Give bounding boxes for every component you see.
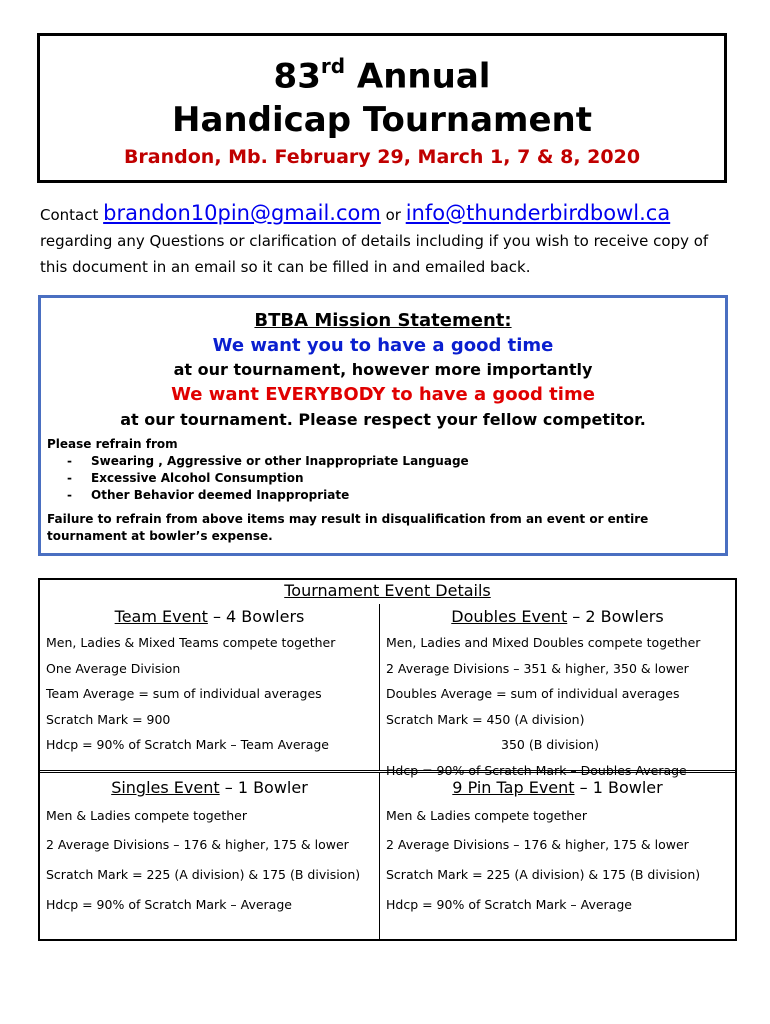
table-row: 2 Average Divisions – 351 & higher, 350 & lower	[386, 661, 689, 676]
table-row: 2 Average Divisions – 176 & higher, 175 & lower	[46, 837, 349, 852]
table-row: Men & Ladies compete together	[46, 808, 248, 823]
table-row: Men & Ladies compete together	[386, 808, 588, 823]
contact-paragraph	[40, 200, 740, 280]
table-row: Scratch Mark = 225 (A division) & 175 (B division)	[386, 867, 701, 882]
table-row: Scratch Mark = 225 (A division) & 175 (B division)	[46, 867, 361, 882]
list-item: - Swearing , Aggressive or other Inappropriate Language	[67, 454, 469, 468]
event-details-table	[38, 578, 737, 941]
table-row: One Average Division	[46, 661, 181, 676]
table-row: 2 Average Divisions – 176 & higher, 175 & lower	[386, 837, 689, 852]
details-header: Tournament Event Details	[284, 581, 491, 600]
email-link-thunderbird[interactable]: info@thunderbirdbowl.ca	[405, 201, 671, 225]
table-row: 350 (B division)	[501, 737, 599, 752]
email-link-brandon10pin[interactable]: brandon10pin@gmail.com	[103, 201, 381, 225]
contact-or: or	[380, 206, 406, 224]
list-item: - Excessive Alcohol Consumption	[67, 471, 304, 485]
doubles-event-section	[380, 604, 735, 783]
singles-event-section	[40, 773, 379, 921]
ninepin-event-heading: 9 Pin Tap Event – 1 Bowler	[452, 778, 663, 797]
event-dates: Brandon, Mb. February 29, March 1, 7 & 8, 2020	[123, 146, 641, 169]
mission-line-2: at our tournament, however more importantly	[173, 360, 593, 379]
table-row: Hdcp = 90% of Scratch Mark – Average	[386, 897, 632, 912]
ninepin-event-section	[380, 773, 735, 921]
refrain-label: Please refrain from	[47, 437, 178, 451]
mission-line-blue: We want you to have a good time	[212, 335, 554, 356]
mission-statement-box	[38, 295, 728, 556]
mission-title: BTBA Mission Statement:	[254, 310, 512, 331]
table-row: Scratch Mark = 900	[46, 712, 171, 727]
table-row: Hdcp = 90% of Scratch Mark – Average	[46, 897, 292, 912]
page-title: Handicap Tournament	[172, 100, 592, 141]
refrain-list	[47, 453, 719, 504]
team-event-section	[40, 604, 379, 758]
table-row: Doubles Average = sum of individual averages	[386, 686, 680, 701]
doubles-event-heading: Doubles Event – 2 Bowlers	[451, 607, 664, 626]
title-box	[37, 33, 727, 183]
table-row: Hdcp = 90% of Scratch Mark – Doubles Average	[386, 763, 687, 778]
table-row: Men, Ladies and Mixed Doubles compete together	[386, 635, 701, 650]
table-row: Scratch Mark = 450 (A division)	[386, 712, 585, 727]
contact-text: regarding any Questions or clarification of details including if you wish to receive copy of this document in an email so it can be filled in and emailed back.	[40, 232, 709, 276]
table-row: Team Average = sum of individual averages	[46, 686, 322, 701]
list-item: - Other Behavior deemed Inappropriate	[67, 488, 350, 502]
mission-line-red: We want EVERYBODY to have a good time	[171, 384, 595, 405]
title-line-annual: 83rd Annual	[273, 54, 491, 97]
team-event-heading: Team Event – 4 Bowlers	[114, 607, 305, 626]
contact-prefix: Contact	[40, 206, 104, 224]
mission-line-4: at our tournament. Please respect your fellow competitor.	[120, 410, 646, 429]
failure-notice: Failure to refrain from above items may result in disqualification from an event or entire tournament at bowler’s expense.	[47, 512, 649, 543]
table-row: Men, Ladies & Mixed Teams compete together	[46, 635, 336, 650]
singles-event-heading: Singles Event – 1 Bowler	[111, 778, 308, 797]
table-row: Hdcp = 90% of Scratch Mark – Team Average	[46, 737, 329, 752]
